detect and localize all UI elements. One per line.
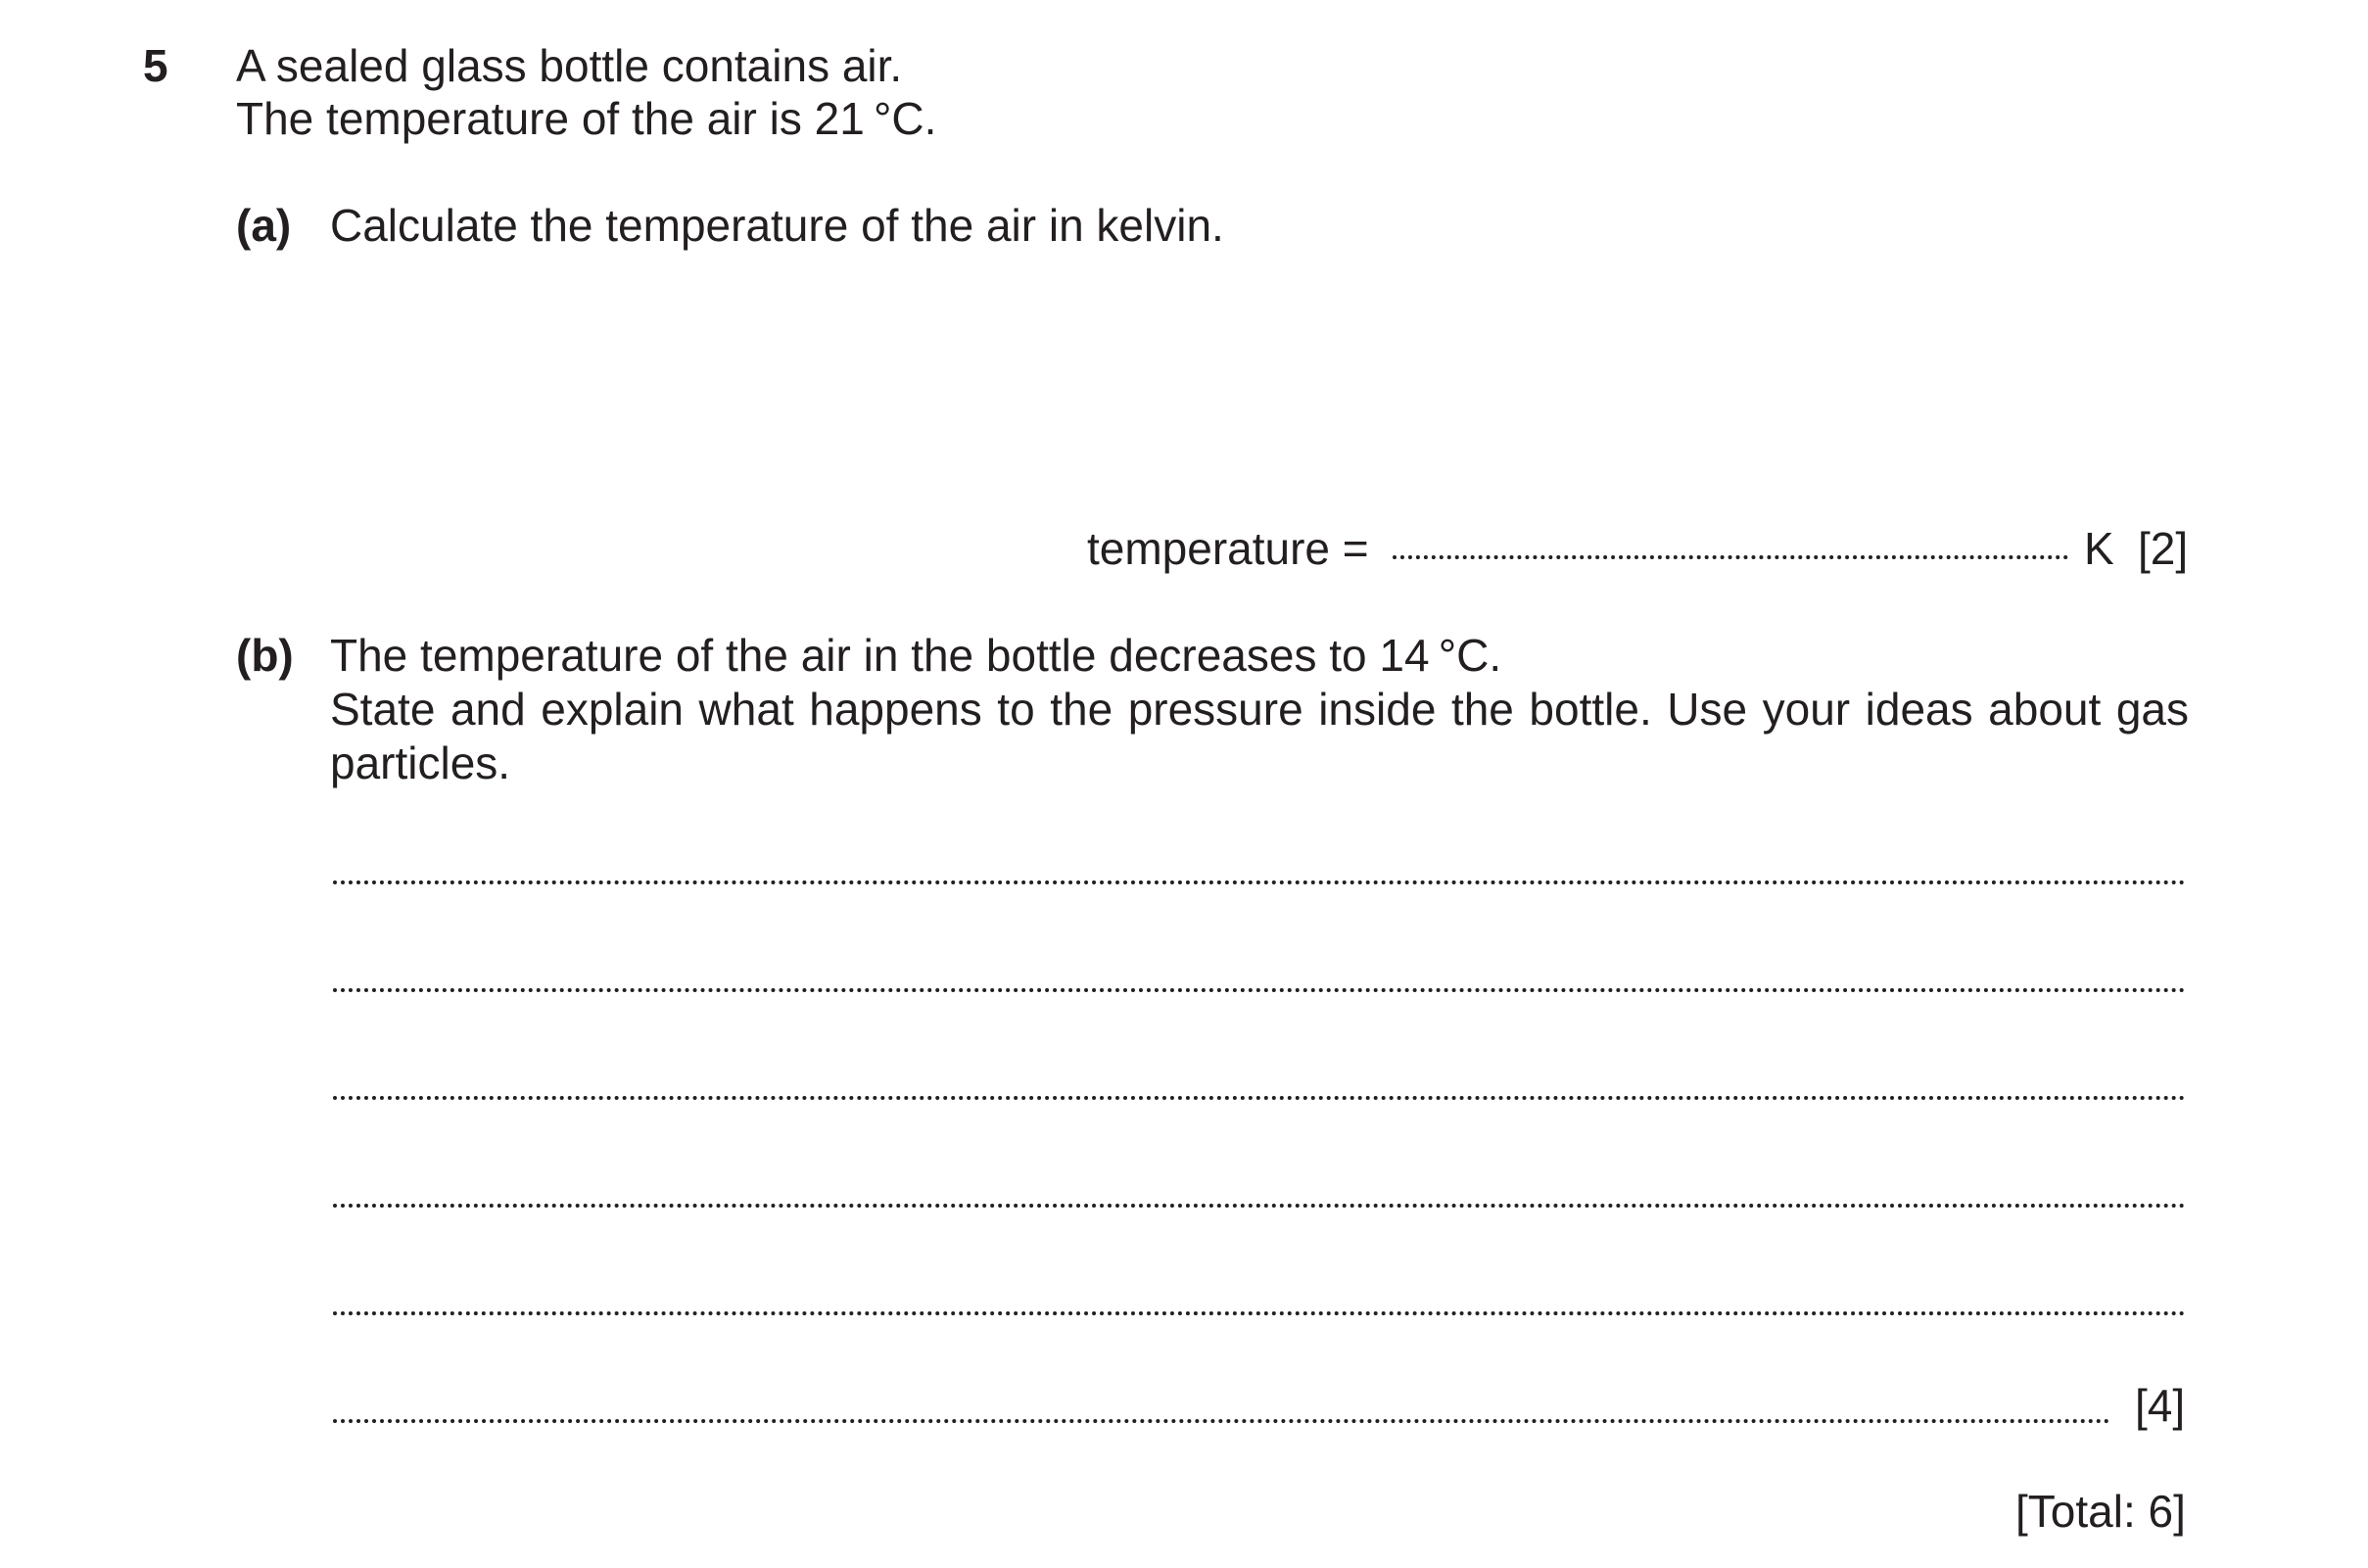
question-intro-line-2: The temperature of the air is 21 °C. bbox=[236, 93, 937, 144]
part-a-label: (a) bbox=[236, 200, 292, 251]
part-a-question-text: Calculate the temperature of the air in kelvin. bbox=[330, 200, 1224, 251]
part-b-line-1: The temperature of the air in the bottle decreases to 14 °C. bbox=[330, 630, 1502, 681]
part-a-marks: [2] bbox=[2138, 523, 2189, 574]
part-b-line-3: particles. bbox=[330, 737, 511, 788]
part-a-unit: K bbox=[2084, 523, 2114, 574]
answer-line-1[interactable] bbox=[333, 880, 2186, 884]
answer-line-3[interactable] bbox=[333, 1096, 2186, 1100]
part-a-answer-label: temperature = bbox=[1087, 523, 1369, 574]
total-marks: [Total: 6] bbox=[2015, 1486, 2186, 1537]
answer-line-4[interactable] bbox=[333, 1204, 2186, 1208]
part-b-label: (b) bbox=[236, 630, 294, 681]
part-a-answer-line[interactable] bbox=[1393, 555, 2068, 559]
answer-line-6[interactable] bbox=[333, 1419, 2110, 1423]
answer-line-5[interactable] bbox=[333, 1311, 2186, 1315]
part-b-line-2: State and explain what happens to the pressure inside the bottle. Use your ideas about gas bbox=[330, 684, 2189, 735]
question-number: 5 bbox=[143, 40, 168, 91]
question-intro-line-1: A sealed glass bottle contains air. bbox=[236, 40, 903, 91]
part-b-marks: [4] bbox=[2135, 1380, 2186, 1431]
answer-line-2[interactable] bbox=[333, 988, 2186, 992]
